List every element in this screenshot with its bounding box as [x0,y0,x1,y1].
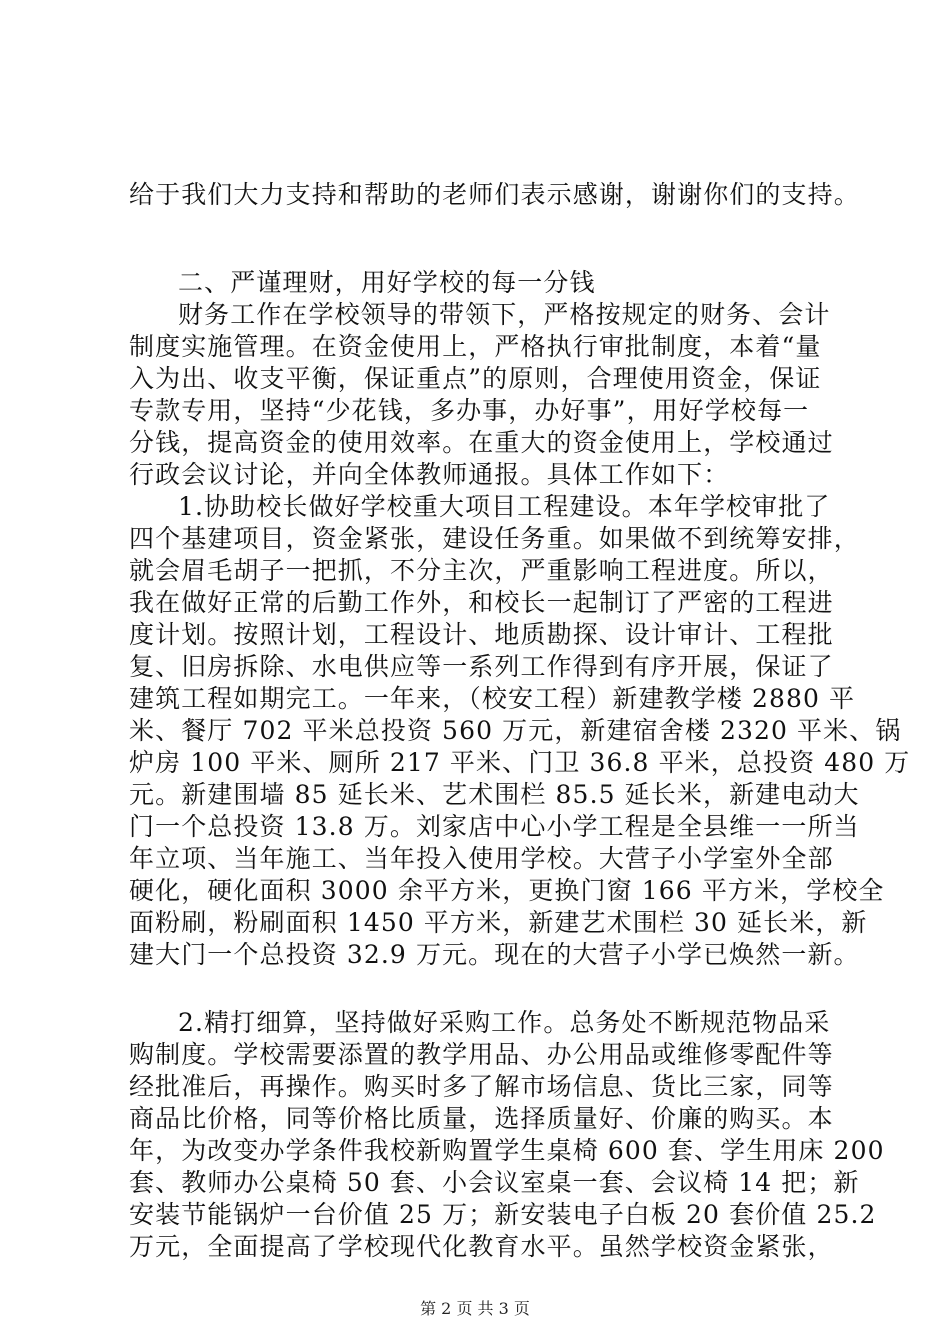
text-line: 年立项、当年施工、当年投入使用学校。大营子小学室外全部 [129,844,834,873]
text-line: 四个基建项目，资金紧张，建设任务重。如果做不到统筹安排， [129,524,860,553]
text-line: 面粉刷，粉刷面积 1450 平方米，新建艺术围栏 30 延长米，新 [129,908,868,937]
text-line: 给于我们大力支持和帮助的老师们表示感谢，谢谢你们的支持。 [129,180,860,209]
text-line: 万元，全面提高了学校现代化教育水平。虽然学校资金紧张， [129,1232,834,1261]
text-line: 年，为改变办学条件我校新购置学生桌椅 600 套、学生用床 200 [129,1136,885,1165]
section-heading: 二、严谨理财，用好学校的每一分钱 [178,268,596,297]
text-line: 专款专用，坚持“少花钱，多办事，办好事”，用好学校每一 [129,396,810,425]
text-line: 建筑工程如期完工。一年来，（校安工程）新建教学楼 2880 平 [129,684,856,713]
text-line: 分钱，提高资金的使用效率。在重大的资金使用上，学校通过 [129,428,834,457]
text-line: 2.精打细算，坚持做好采购工作。总务处不断规范物品采 [178,1008,831,1037]
text-line: 度计划。按照计划，工程设计、地质勘探、设计审计、工程批 [129,620,834,649]
text-line: 商品比价格，同等价格比质量，选择质量好、价廉的购买。本 [129,1104,834,1133]
text-line: 就会眉毛胡子一把抓，不分主次，严重影响工程进度。所以， [129,556,834,585]
text-line: 财务工作在学校领导的带领下，严格按规定的财务、会计 [178,300,831,329]
text-line: 炉房 100 平米、厕所 217 平米、门卫 36.8 平米，总投资 480 万 [129,748,911,777]
text-line: 经批准后，再操作。购买时多了解市场信息、货比三家，同等 [129,1072,834,1101]
page-footer: 第 2 页 共 3 页 [420,1299,530,1318]
text-line: 1.协助校长做好学校重大项目工程建设。本年学校审批了 [178,492,831,521]
text-line: 元。新建围墙 85 延长米、艺术围栏 85.5 延长米，新建电动大 [129,780,860,809]
text-line: 米、餐厅 702 平米总投资 560 万元，新建宿舍楼 2320 平米、锅 [129,716,902,745]
text-line: 复、旧房拆除、水电供应等一系列工作得到有序开展，保证了 [129,652,834,681]
text-line: 套、教师办公桌椅 50 套、小会议室桌一套、会议椅 14 把；新 [129,1168,860,1197]
text-line: 我在做好正常的后勤工作外，和校长一起制订了严密的工程进 [129,588,834,617]
text-line: 门一个总投资 13.8 万。刘家店中心小学工程是全县维一一所当 [129,812,860,841]
text-line: 安装节能锅炉一台价值 25 万；新安装电子白板 20 套价值 25.2 [129,1200,877,1229]
text-line: 入为出、收支平衡，保证重点”的原则，合理使用资金，保证 [129,364,822,393]
text-line: 购制度。学校需要添置的教学用品、办公用品或维修零配件等 [129,1040,834,1069]
text-line: 建大门一个总投资 32.9 万元。现在的大营子小学已焕然一新。 [129,940,860,969]
text-line: 制度实施管理。在资金使用上，严格执行审批制度，本着“量 [129,332,822,361]
text-line: 行政会议讨论，并向全体教师通报。具体工作如下： [129,460,730,489]
text-line: 硬化，硬化面积 3000 余平方米，更换门窗 166 平方米，学校全 [129,876,885,905]
